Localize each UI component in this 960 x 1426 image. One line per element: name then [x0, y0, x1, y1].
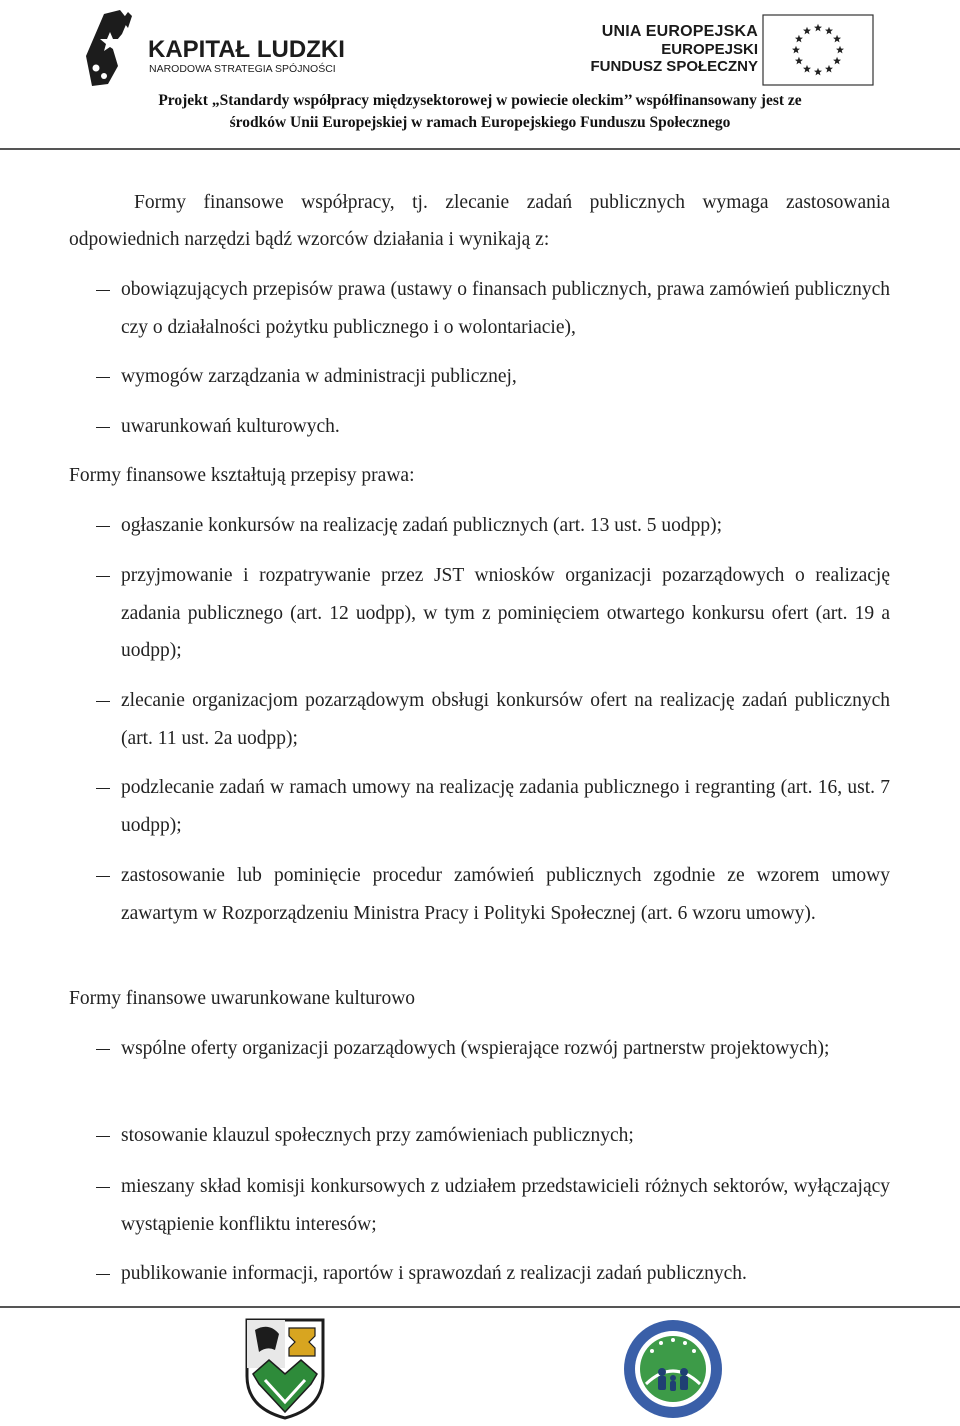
- section-heading-cultural: Formy finansowe uwarunkowane kulturowo: [69, 988, 416, 1009]
- dash-bullet: [96, 1136, 110, 1137]
- list-item: wymogów zarządzania w administracji publicznej,: [121, 366, 517, 387]
- project-line-2: środków Unii Europejskiej w ramach Europejskiego Funduszu Społecznego: [229, 114, 731, 131]
- header-divider: [0, 148, 960, 150]
- dash-bullet: [96, 1274, 110, 1275]
- list-item: ogłaszanie konkursów na realizację zadań publicznych (art. 13 ust. 5 uodpp);: [121, 515, 723, 536]
- project-line-1: Projekt „Standardy współpracy międzysektorowej w powiecie oleckim’’ współfinansowany jest ze: [158, 92, 802, 109]
- county-crest-icon: [243, 1316, 327, 1420]
- list-item: uwarunkowań kulturowych.: [121, 416, 340, 437]
- list-item: stosowanie klauzul społecznych przy zamówieniach publicznych;: [121, 1125, 634, 1146]
- kapital-title: KAPITAŁ LUDZKI: [148, 36, 345, 63]
- list-item: podzlecanie zadań w ramach umowy na realizację zadania publicznego i regranting (art. 16, ust. 7 uodpp);: [121, 777, 890, 836]
- dash-bullet: [96, 290, 110, 291]
- intro-paragraph: Formy finansowe współpracy, tj. zlecanie zadań publicznych wymaga zastosowania odpowiednich narzędzi bądź wzorców działania i wynikają z:: [69, 192, 890, 250]
- footer-divider: [0, 1306, 960, 1308]
- eu-flag-icon: [762, 14, 874, 86]
- dash-bullet: [96, 526, 110, 527]
- project-statement: [90, 90, 870, 134]
- eu-line-1: UNIA EUROPEJSKA: [601, 23, 758, 40]
- dash-bullet: [96, 1049, 110, 1050]
- kapital-ludzki-logo-icon: [82, 6, 372, 88]
- dash-bullet: [96, 377, 110, 378]
- dash-bullet: [96, 576, 110, 577]
- list-item: publikowanie informacji, raportów i sprawozdań z realizacji zadań publicznych.: [121, 1263, 747, 1284]
- eu-line-3: FUNDUSZ SPOŁECZNY: [590, 58, 758, 75]
- page-header: [0, 0, 960, 150]
- partnership-seal-icon: [622, 1318, 724, 1420]
- dash-bullet: [96, 788, 110, 789]
- dash-bullet: [96, 1187, 110, 1188]
- dash-bullet: [96, 427, 110, 428]
- eu-line-2: EUROPEJSKI: [661, 41, 758, 58]
- list-item: obowiązujących przepisów prawa (ustawy o finansach publicznych, prawa zamówień publicznych czy o działalności pożytku publicznego i o wolontariacie),: [121, 279, 890, 338]
- list-item: zastosowanie lub pominięcie procedur zamówień publicznych zgodnie ze wzorem umowy zawartym w Rozporządzeniu Ministra Pracy i Polityki Społecznej (art. 6 wzoru umowy).: [121, 865, 890, 924]
- dash-bullet: [96, 701, 110, 702]
- section-heading-legal: Formy finansowe kształtują przepisy prawa:: [69, 465, 415, 486]
- kapital-subtitle: NARODOWA STRATEGIA SPÓJNOŚCI: [149, 63, 336, 75]
- list-item: mieszany skład komisji konkursowych z udziałem przedstawicieli różnych sektorów, wyłączający wystąpienie konfliktu interesów;: [121, 1176, 890, 1235]
- eu-label: [578, 22, 758, 75]
- dash-bullet: [96, 876, 110, 877]
- list-item: przyjmowanie i rozpatrywanie przez JST wniosków organizacji pozarządowych o realizację zadania publicznego (art. 12 uodpp), w tym z pominięciem otwartego konkursu ofert (art. 19 a uodpp);: [121, 565, 890, 661]
- list-item: wspólne oferty organizacji pozarządowych (wspierające rozwój partnerstw projektowych);: [121, 1038, 830, 1059]
- list-item: zlecanie organizacjom pozarządowym obsługi konkursów ofert na realizację zadań publicznych (art. 11 ust. 2a uodpp);: [121, 690, 890, 749]
